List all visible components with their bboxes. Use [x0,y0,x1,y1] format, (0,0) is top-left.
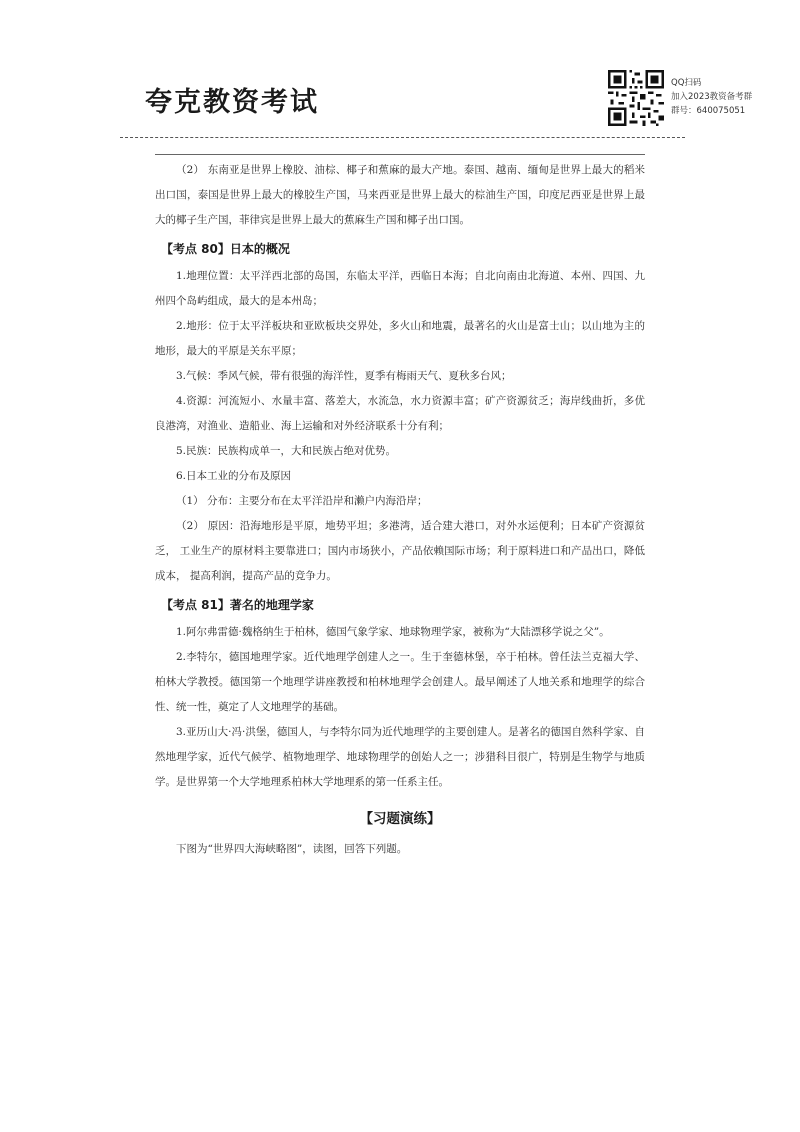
japan-industry-distribution: （1） 分布：主要分布在太平洋沿岸和濑户内海沿岸； [176,495,428,507]
paragraph-southeast-asia: （2） 东南亚是世界上橡胶、油棕、椰子和蕉麻的最大产地。泰国、越南、缅甸是世界上最大的稻米出口国，泰国是世界上最大的橡胶生产国，马来西亚是世界上最大的棕油生产国，印度尼西亚是世界上最大的椰子生产国，菲律宾是世界上最大的蕉麻生产国和椰子出口国。 [155,164,645,226]
japan-resources: 4.资源：河流短小、水量丰富、落差大，水流急，水力资源丰富；矿产资源贫乏；海岸线曲折，多优良港湾，对渔业、造船业、海上运输和对外经济联系十分有利； [155,395,645,432]
exercise-heading: 【习题演练】 [359,811,441,827]
document-body [155,158,645,862]
qr-group-number: 群号：640075051 [671,106,746,116]
brand-title: 夸克教资考试 [145,87,319,118]
japan-terrain: 2.地形：位于太平洋板块和亚欧板块交界处，多火山和地震，最著名的火山是富士山；以山地为主的地形，最大的平原是关东平原； [155,320,645,357]
qr-join-label: 加入2023教资备考群 [671,92,753,102]
section-heading-80: 【考点 80】日本的概况 [161,242,290,256]
header-dashed-divider [120,137,685,138]
qr-scan-label: QQ扫码 [671,78,702,88]
japan-industry: 6.日本工业的分布及原因 [176,470,292,482]
qr-info [671,76,752,118]
japan-industry-reasons: （2） 原因：沿海地形是平原，地势平坦；多港湾，适合建大港口，对外水运便利；日本矿产资源贫乏， 工业生产的原材料主要靠进口；国内市场狭小，产品依赖国际市场；利于原料进口和产品出口，降低成本， 提高利润，提高产品的竞争力。 [155,520,645,582]
exercise-intro: 下图为“世界四大海峡略图”，读图，回答下列题。 [176,843,408,855]
section-heading-81: 【考点 81】著名的地理学家 [161,598,314,612]
japan-location: 1.地理位置：太平洋西北部的岛国，东临太平洋，西临日本海；自北向南由北海道、本州、四国、九州四个岛屿组成，最大的是本州岛； [155,270,645,307]
page-header [0,0,800,140]
japan-ethnicity: 5.民族：民族构成单一，大和民族占绝对优势。 [176,445,397,457]
japan-climate: 3.气候：季风气候，带有很强的海洋性，夏季有梅雨天气、夏秋多台风； [176,370,512,382]
qr-code-icon [608,70,664,126]
content-top-divider [155,154,645,155]
geographer-ritter: 2.李特尔，德国地理学家。近代地理学创建人之一。生于奎德林堡，卒于柏林。曾任法兰克福大学、柏林大学教授。德国第一个地理学讲座教授和柏林地理学会创建人。最早阐述了人地关系和地理学的综合性、统一性，奠定了人文地理学的基础。 [155,651,645,713]
geographer-wegener: 1.阿尔弗雷德·魏格纳生于柏林，德国气象学家、地球物理学家，被称为“大陆漂移学说之父”。 [176,626,610,638]
geographer-humboldt: 3.亚历山大·冯·洪堡，德国人，与李特尔同为近代地理学的主要创建人。是著名的德国自然科学家、自 然地理学家，近代气候学、植物地理学、地球物理学的创始人之一；涉猎科目很广，特别是生物学与地质学。是世界第一个大学地理系柏林大学地理系的第一任系主任。 [155,726,645,788]
